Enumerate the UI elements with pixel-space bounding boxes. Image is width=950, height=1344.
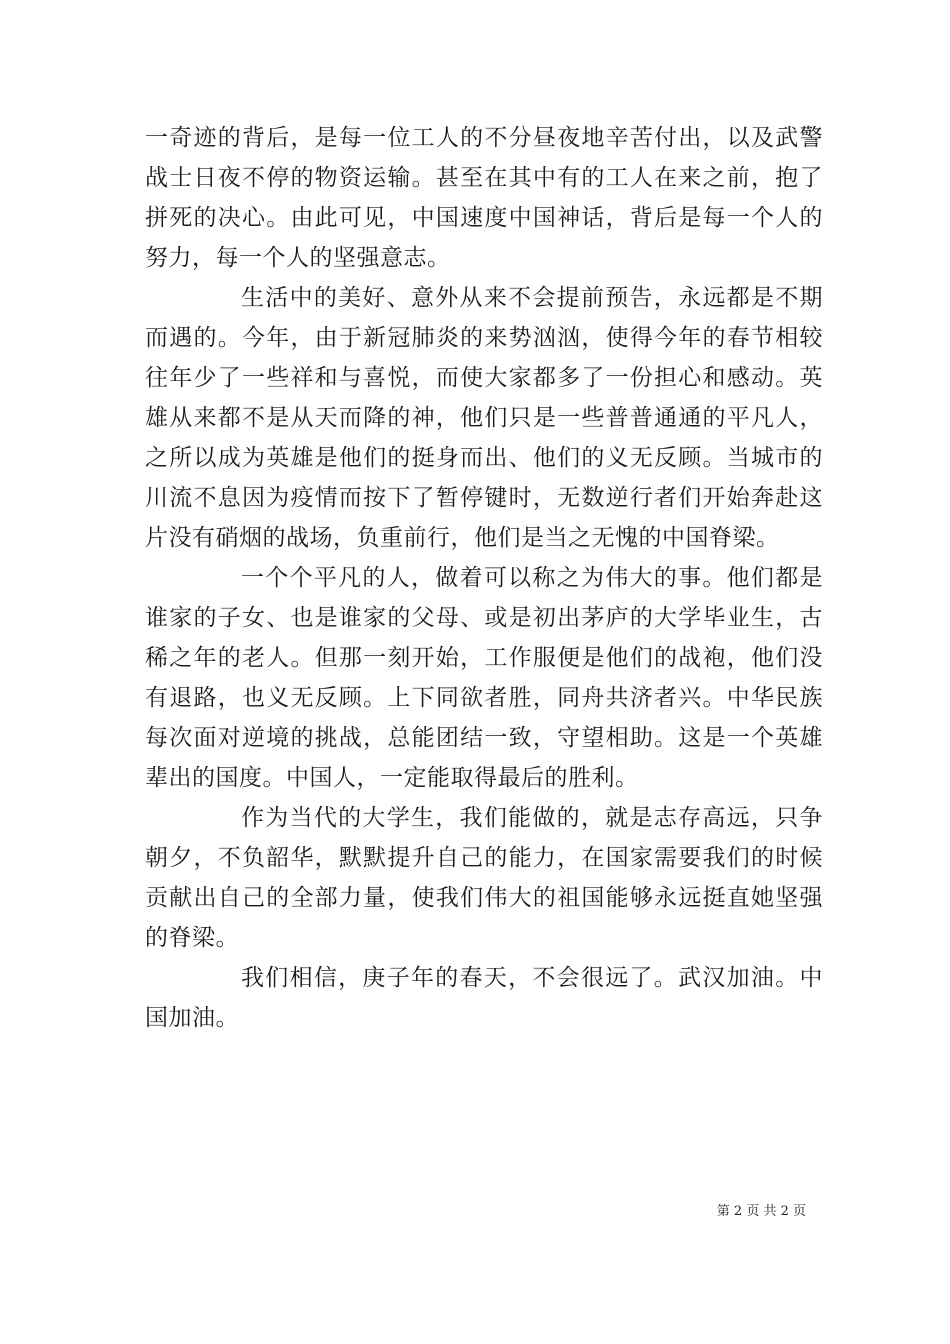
paragraph-3: 一个个平凡的人，做着可以称之为伟大的事。他们都是谁家的子女、也是谁家的父母、或是初出茅庐的大学毕业生，古稀之年的老人。但那一刻开始，工作服便是他们的战袍，他们没有退路，也义无反顾。上下同欲者胜，同舟共济者兴。中华民族每次面对逆境的挑战，总能团结一致，守望相助。这是一个英雄辈出的国度。中国人，一定能取得最后的胜利。 [145, 565, 823, 791]
paragraph-2: 生活中的美好、意外从来不会提前预告，永远都是不期而遇的。今年，由于新冠肺炎的来势汹汹，使得今年的春节相较往年少了一些祥和与喜悦，而使大家都多了一份担心和感动。英雄从来都不是从天而降的神，他们只是一些普普通通的平凡人，之所以成为英雄是他们的挺身而出、他们的义无反顾。当城市的川流不息因为疫情而按下了暂停键时，无数逆行者们开始奔赴这片没有硝烟的战场，负重前行，他们是当之无愧的中国脊梁。 [145, 285, 823, 551]
paragraph-5: 我们相信，庚子年的春天，不会很远了。武汉加油。中国加油。 [145, 965, 823, 1031]
page-number-footer: 第 2 页 共 2 页 [716, 1204, 806, 1219]
document-body [145, 118, 823, 1038]
paragraph-4: 作为当代的大学生，我们能做的，就是志存高远，只争朝夕，不负韶华，默默提升自己的能力，在国家需要我们的时候贡献出自己的全部力量，使我们伟大的祖国能够永远挺直她坚强的脊梁。 [145, 805, 823, 951]
paragraph-1: 一奇迹的背后，是每一位工人的不分昼夜地辛苦付出，以及武警战士日夜不停的物资运输。甚至在其中有的工人在来之前，抱了拼死的决心。由此可见，中国速度中国神话，背后是每一个人的努力，每一个人的坚强意志。 [145, 125, 823, 271]
